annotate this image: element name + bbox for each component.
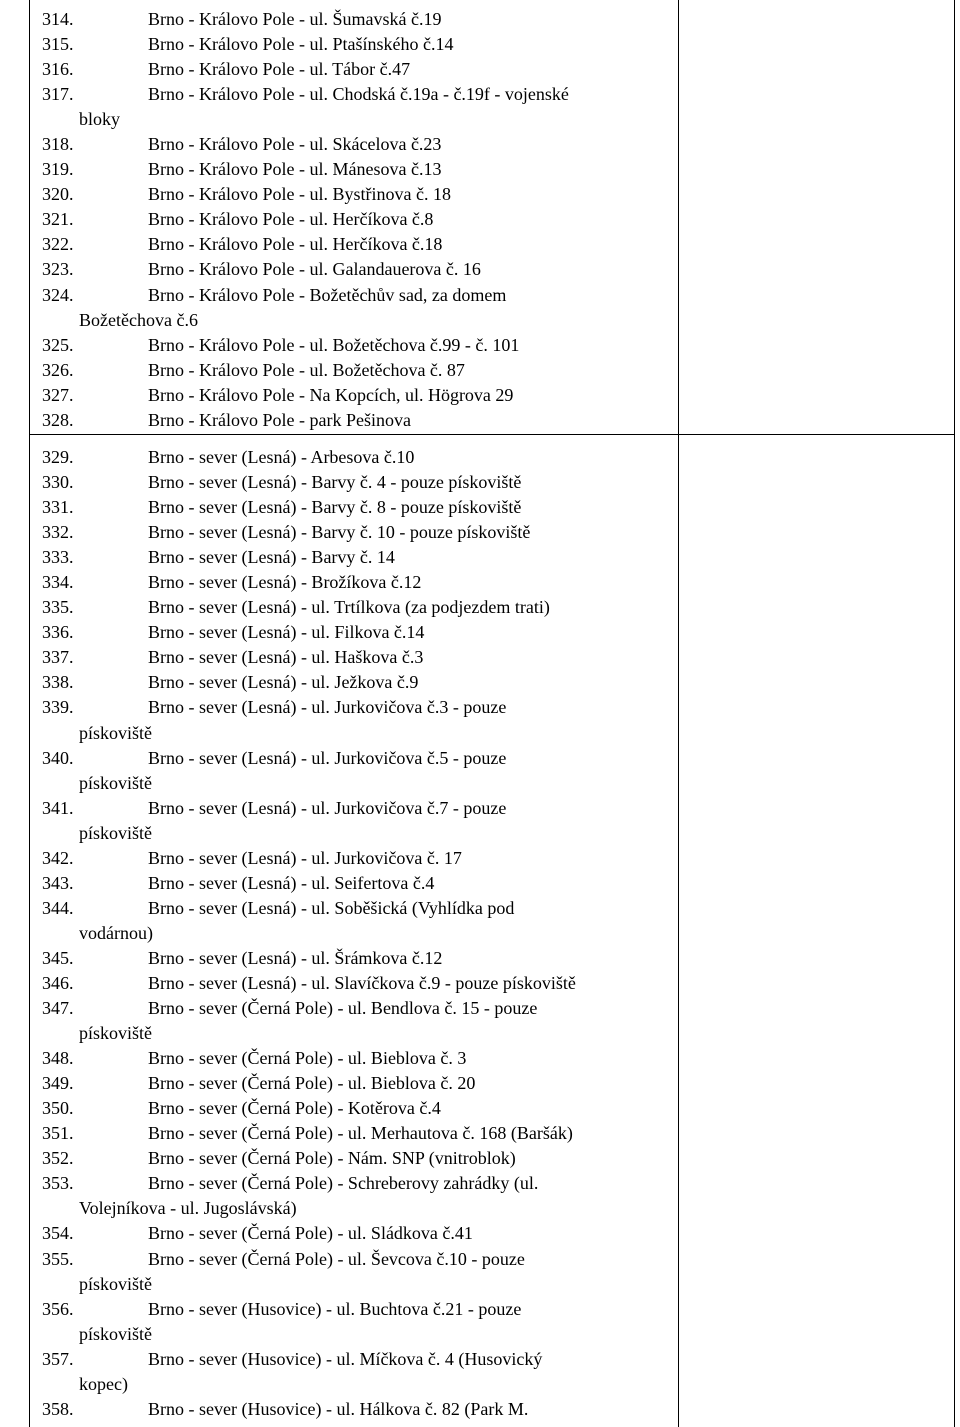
- list-item: [42, 1397, 672, 1422]
- item-number: 319.: [42, 159, 74, 180]
- item-text-continuation: bloky: [79, 109, 121, 130]
- list-item-row: [42, 283, 672, 308]
- list-item: [42, 1221, 672, 1246]
- item-number: 323.: [42, 259, 74, 280]
- list-item-row: [42, 1221, 672, 1246]
- list-item: [42, 1046, 672, 1071]
- item-text-continuation: pískoviště: [79, 822, 153, 843]
- list-item: [42, 283, 672, 333]
- list-item: [42, 1247, 672, 1297]
- list-item-row: [42, 595, 672, 620]
- list-item: [42, 358, 672, 383]
- list-item: [42, 32, 672, 57]
- list-item-row: [42, 1046, 672, 1071]
- item-text: Brno - sever (Husovice) - ul. Míčkova č. 4 (Husovický: [148, 1348, 543, 1369]
- list-item: [42, 82, 672, 132]
- list-item-row: [42, 971, 672, 996]
- item-text-continuation: pískoviště: [79, 722, 153, 743]
- item-text-continuation: Božetěchova č.6: [79, 309, 198, 330]
- item-number: 330.: [42, 472, 74, 493]
- item-text: Brno - Královo Pole - ul. Skácelova č.23: [148, 134, 442, 155]
- item-number: 317.: [42, 84, 74, 105]
- item-text: Brno - sever (Černá Pole) - ul. Merhautova č. 168 (Baršák): [148, 1123, 573, 1144]
- item-number: 348.: [42, 1048, 74, 1069]
- list-item-row: [42, 232, 672, 257]
- list-item-row: [42, 871, 672, 896]
- list-item: [42, 545, 672, 570]
- item-number: 349.: [42, 1073, 74, 1094]
- list-item: [42, 846, 672, 871]
- list-item-row: [42, 746, 672, 771]
- item-text: Brno - sever (Černá Pole) - ul. Sládkova č.41: [148, 1223, 473, 1244]
- item-number: 328.: [42, 409, 74, 430]
- item-number: 316.: [42, 59, 74, 80]
- list-item-row: [42, 157, 672, 182]
- item-text: Brno - Královo Pole - ul. Herčíkova č.8: [148, 209, 434, 230]
- list-item-row: [42, 358, 672, 383]
- list-item-row: [42, 1121, 672, 1146]
- item-number: 315.: [42, 34, 74, 55]
- item-number: 324.: [42, 284, 74, 305]
- item-text: Brno - sever (Černá Pole) - ul. Bieblova č. 20: [148, 1073, 476, 1094]
- item-number: 326.: [42, 359, 74, 380]
- item-number: 331.: [42, 497, 74, 518]
- item-number: 354.: [42, 1223, 74, 1244]
- list-item-row: [42, 32, 672, 57]
- list-item-row: [42, 645, 672, 670]
- list-item: [42, 408, 672, 433]
- item-text: Brno - sever (Lesná) - Barvy č. 4 - pouze pískoviště: [148, 472, 522, 493]
- list-item: [42, 1297, 672, 1347]
- item-number: 351.: [42, 1123, 74, 1144]
- list-item: [42, 1347, 672, 1397]
- item-number: 334.: [42, 572, 74, 593]
- item-text: Brno - sever (Lesná) - Barvy č. 14: [148, 547, 395, 568]
- table-border-left: [29, 0, 30, 1427]
- item-number: 327.: [42, 384, 74, 405]
- table-border-right: [954, 0, 955, 1427]
- item-text-continuation: vodárnou): [79, 922, 153, 943]
- item-number: 339.: [42, 697, 74, 718]
- list-item-row: [42, 620, 672, 645]
- item-text: Brno - sever (Lesná) - ul. Haškova č.3: [148, 647, 424, 668]
- item-text: Brno - sever (Lesná) - Barvy č. 8 - pouze pískoviště: [148, 497, 522, 518]
- list-item-row: [42, 408, 672, 433]
- list-item: [42, 495, 672, 520]
- item-text: Brno - sever (Černá Pole) - ul. Ševcova č.10 - pouze: [148, 1248, 525, 1269]
- list-item-row: [42, 82, 672, 107]
- list-item: [42, 1071, 672, 1096]
- list-item-row: [42, 1171, 672, 1196]
- item-text-continuation: pískoviště: [79, 1023, 153, 1044]
- item-number: 343.: [42, 872, 74, 893]
- item-number: 352.: [42, 1148, 74, 1169]
- item-number: 340.: [42, 747, 74, 768]
- list-item: [42, 7, 672, 32]
- table-column-divider: [678, 0, 679, 1427]
- item-number: 346.: [42, 972, 74, 993]
- list-item: [42, 896, 672, 946]
- list-item: [42, 1146, 672, 1171]
- item-text: Brno - sever (Lesná) - ul. Seifertova č.4: [148, 872, 435, 893]
- list-item-row: [42, 1071, 672, 1096]
- item-number: 353.: [42, 1173, 74, 1194]
- list-item: [42, 333, 672, 358]
- item-text: Brno - sever (Černá Pole) - ul. Bendlova č. 15 - pouze: [148, 998, 538, 1019]
- table-row-divider: [29, 434, 955, 435]
- list-item: [42, 57, 672, 82]
- list-item: [42, 383, 672, 408]
- list-item-row: [42, 333, 672, 358]
- item-number: 350.: [42, 1098, 74, 1119]
- item-text: Brno - sever (Lesná) - ul. Jurkovičova č.5 - pouze: [148, 747, 507, 768]
- list-item: [42, 445, 672, 470]
- item-number: 345.: [42, 947, 74, 968]
- list-item-row: [42, 1347, 672, 1372]
- list-item: [42, 796, 672, 846]
- list-item-row: [42, 545, 672, 570]
- list-item-row: [42, 257, 672, 282]
- item-text: Brno - sever (Husovice) - ul. Hálkova č. 82 (Park M.: [148, 1398, 529, 1419]
- item-text: Brno - sever (Lesná) - ul. Soběšická (Vyhlídka pod: [148, 897, 515, 918]
- item-number: 332.: [42, 522, 74, 543]
- item-number: 336.: [42, 622, 74, 643]
- item-number: 356.: [42, 1298, 74, 1319]
- list-item-row: [42, 1297, 672, 1322]
- item-text: Brno - sever (Černá Pole) - Nám. SNP (vnitroblok): [148, 1148, 516, 1169]
- item-text: Brno - Královo Pole - ul. Herčíkova č.18: [148, 234, 443, 255]
- item-number: 322.: [42, 234, 74, 255]
- item-text-continuation: kopec): [79, 1373, 128, 1394]
- list-item-row: [42, 570, 672, 595]
- list-item-row: [42, 846, 672, 871]
- item-text-continuation: pískoviště: [79, 772, 153, 793]
- item-number: 341.: [42, 797, 74, 818]
- item-text: Brno - sever (Lesná) - ul. Ježkova č.9: [148, 672, 419, 693]
- item-text-continuation: pískoviště: [79, 1273, 153, 1294]
- item-text: Brno - sever (Černá Pole) - Schreberovy zahrádky (ul.: [148, 1173, 539, 1194]
- item-text: Brno - sever (Lesná) - ul. Jurkovičova č.3 - pouze: [148, 697, 507, 718]
- list-item-row: [42, 1096, 672, 1121]
- item-text: Brno - sever (Lesná) - ul. Filkova č.14: [148, 622, 425, 643]
- section-brno-sever: [42, 445, 672, 1422]
- item-number: 320.: [42, 184, 74, 205]
- list-item-row: [42, 896, 672, 921]
- item-number: 342.: [42, 847, 74, 868]
- list-item: [42, 670, 672, 695]
- item-number: 344.: [42, 897, 74, 918]
- list-item: [42, 207, 672, 232]
- list-item-row: [42, 182, 672, 207]
- list-item: [42, 1121, 672, 1146]
- list-item: [42, 996, 672, 1046]
- list-item-row: [42, 495, 672, 520]
- item-text: Brno - Královo Pole - ul. Mánesova č.13: [148, 159, 442, 180]
- list-item: [42, 1096, 672, 1121]
- list-item: [42, 232, 672, 257]
- list-item-row: [42, 1247, 672, 1272]
- item-number: 321.: [42, 209, 74, 230]
- item-number: 318.: [42, 134, 74, 155]
- list-item: [42, 570, 672, 595]
- item-text: Brno - Královo Pole - park Pešinova: [148, 409, 411, 430]
- item-text: Brno - sever (Lesná) - ul. Jurkovičova č.7 - pouze: [148, 797, 507, 818]
- item-text: Brno - Královo Pole - ul. Šumavská č.19: [148, 9, 442, 29]
- list-item: [42, 595, 672, 620]
- item-number: 333.: [42, 547, 74, 568]
- list-item: [42, 520, 672, 545]
- item-number: 357.: [42, 1348, 74, 1369]
- list-item: [42, 946, 672, 971]
- section-kralovo-pole: [42, 7, 672, 433]
- item-number: 338.: [42, 672, 74, 693]
- item-text: Brno - sever (Černá Pole) - ul. Bieblova č. 3: [148, 1048, 467, 1069]
- list-item-row: [42, 132, 672, 157]
- item-number: 347.: [42, 998, 74, 1019]
- item-text-continuation: pískoviště: [79, 1323, 153, 1344]
- list-item-row: [42, 946, 672, 971]
- list-item-row: [42, 470, 672, 495]
- list-item-row: [42, 7, 672, 32]
- list-item-row: [42, 1397, 672, 1422]
- list-item-row: [42, 445, 672, 470]
- list-item: [42, 132, 672, 157]
- item-number: 335.: [42, 597, 74, 618]
- item-text: Brno - Královo Pole - ul. Chodská č.19a - č.19f - vojenské: [148, 84, 569, 105]
- item-text: Brno - sever (Lesná) - Arbesova č.10: [148, 447, 415, 467]
- item-text: Brno - sever (Lesná) - Barvy č. 10 - pouze pískoviště: [148, 522, 531, 543]
- list-item-row: [42, 520, 672, 545]
- item-number: 358.: [42, 1398, 74, 1419]
- item-text: Brno - Královo Pole - ul. Galandauerova č. 16: [148, 259, 481, 280]
- item-number: 314.: [42, 9, 74, 29]
- item-text: Brno - sever (Lesná) - ul. Jurkovičova č. 17: [148, 847, 462, 868]
- item-number: 329.: [42, 447, 74, 467]
- item-text: Brno - sever (Lesná) - ul. Šrámkova č.12: [148, 947, 443, 968]
- item-text: Brno - Královo Pole - Božetěchův sad, za domem: [148, 284, 507, 305]
- list-item: [42, 620, 672, 645]
- item-text: Brno - sever (Lesná) - ul. Trtílkova (za podjezdem trati): [148, 597, 550, 618]
- list-item-row: [42, 796, 672, 821]
- item-number: 355.: [42, 1248, 74, 1269]
- item-text: Brno - Královo Pole - ul. Božetěchova č. 87: [148, 359, 465, 380]
- item-text: Brno - Královo Pole - Na Kopcích, ul. Högrova 29: [148, 384, 514, 405]
- item-text: Brno - Královo Pole - ul. Ptašínského č.14: [148, 34, 454, 55]
- item-text: Brno - sever (Černá Pole) - Kotěrova č.4: [148, 1098, 441, 1119]
- list-item: [42, 645, 672, 670]
- list-item: [42, 1171, 672, 1221]
- list-item-row: [42, 207, 672, 232]
- item-number: 337.: [42, 647, 74, 668]
- list-item: [42, 971, 672, 996]
- item-number: 325.: [42, 334, 74, 355]
- list-item: [42, 157, 672, 182]
- item-text: Brno - sever (Husovice) - ul. Buchtova č.21 - pouze: [148, 1298, 522, 1319]
- list-item: [42, 746, 672, 796]
- list-item-row: [42, 1146, 672, 1171]
- item-text: Brno - sever (Lesná) - ul. Slavíčkova č.9 - pouze pískoviště: [148, 972, 576, 993]
- item-text: Brno - sever (Lesná) - Brožíkova č.12: [148, 572, 422, 593]
- list-item-row: [42, 57, 672, 82]
- list-item-row: [42, 996, 672, 1021]
- list-item: [42, 695, 672, 745]
- list-item: [42, 257, 672, 282]
- item-text-continuation: Volejníkova - ul. Jugoslávská): [79, 1198, 297, 1219]
- list-item-row: [42, 383, 672, 408]
- list-item: [42, 871, 672, 896]
- item-text: Brno - Královo Pole - ul. Bystřinova č. 18: [148, 184, 451, 205]
- item-text: Brno - Královo Pole - ul. Božetěchova č.99 - č. 101: [148, 334, 520, 355]
- list-item-row: [42, 670, 672, 695]
- list-item: [42, 182, 672, 207]
- item-text: Brno - Královo Pole - ul. Tábor č.47: [148, 59, 411, 80]
- list-item-row: [42, 695, 672, 720]
- list-item: [42, 470, 672, 495]
